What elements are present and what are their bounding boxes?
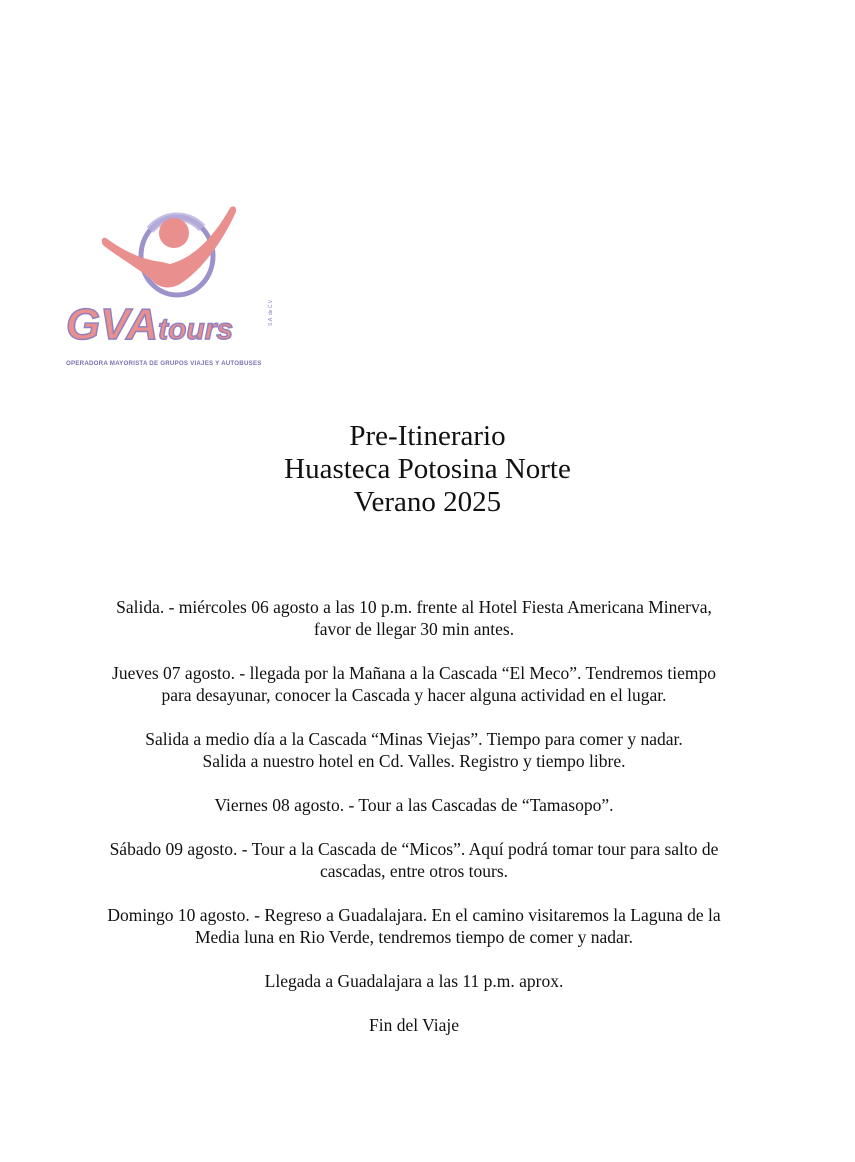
title-line-3: Verano 2025 (353, 486, 502, 518)
itinerary-line: Sábado 09 agosto. - Tour a la Cascada de “Micos”. Aquí podrá tomar tour para salto de (109, 839, 719, 859)
itinerary-line: Fin del Viaje (368, 1015, 459, 1035)
itinerary-line: Media luna en Rio Verde, tendremos tiempo de comer y nadar. (194, 927, 634, 947)
logo-brand-main: GVA (66, 300, 159, 349)
itinerary-line: para desayunar, conocer la Cascada y hacer alguna actividad en el lugar. (161, 685, 667, 705)
itinerary-line: cascadas, entre otros tours. (319, 861, 509, 881)
itinerary-body (60, 596, 768, 1058)
logo-wordmark (66, 300, 234, 349)
company-logo (62, 200, 282, 380)
itinerary-line: Salida. - miércoles 06 agosto a las 10 p.m. frente al Hotel Fiesta Americana Minerva, (116, 597, 712, 617)
logo-legal-suffix: S.A. de C.V. (268, 298, 274, 326)
itinerary-line: favor de llegar 30 min antes. (313, 619, 515, 639)
itinerary-line: Salida a medio día a la Cascada “Minas Viejas”. Tiempo para comer y nadar. (145, 729, 683, 749)
itinerary-paragraph-llegada (60, 970, 768, 992)
itinerary-paragraph-jueves (60, 662, 768, 706)
logo-brand-suffix: tours (158, 313, 234, 346)
itinerary-line: Llegada a Guadalajara a las 11 p.m. aprox. (264, 971, 564, 991)
itinerary-line: Salida a nuestro hotel en Cd. Valles. Registro y tiempo libre. (202, 751, 626, 771)
itinerary-paragraph-minas (60, 728, 768, 772)
itinerary-line: Viernes 08 agosto. - Tour a las Cascadas de “Tamasopo”. (214, 795, 614, 815)
document-title (0, 420, 855, 519)
title-line-2: Huasteca Potosina Norte (284, 453, 571, 485)
itinerary-paragraph-salida (60, 596, 768, 640)
itinerary-paragraph-domingo (60, 904, 768, 948)
logo-tagline: OPERADORA MAYORISTA DE GRUPOS VIAJES Y AUTOBUSES (66, 360, 262, 367)
itinerary-paragraph-fin (60, 1014, 768, 1036)
itinerary-line: Domingo 10 agosto. - Regreso a Guadalajara. En el camino visitaremos la Laguna de la (107, 905, 721, 925)
itinerary-paragraph-sabado (60, 838, 768, 882)
itinerary-paragraph-viernes (60, 794, 768, 816)
title-line-1: Pre-Itinerario (349, 420, 506, 452)
itinerary-line: Jueves 07 agosto. - llegada por la Mañana a la Cascada “El Meco”. Tendremos tiempo (112, 663, 716, 683)
logo-emblem-icon (62, 200, 282, 310)
